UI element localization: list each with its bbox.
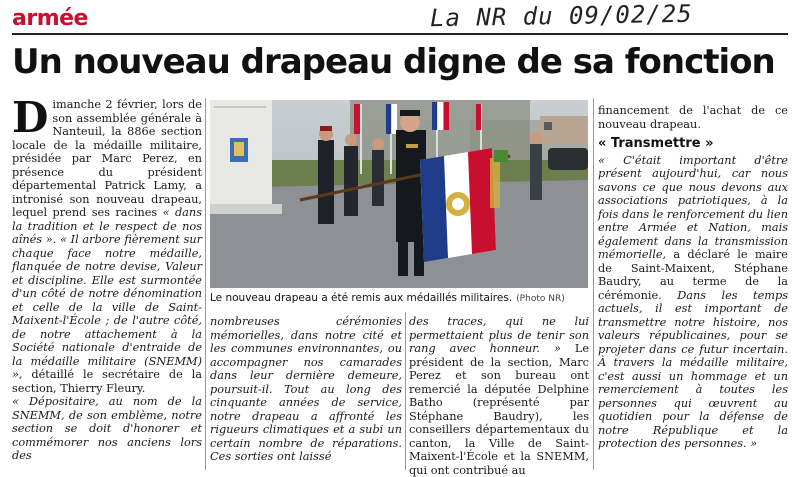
article-column-2 bbox=[210, 315, 402, 464]
quote-text: nombreuses cérémonies mémorielles, dans notre cité et les communes environnantes, ou accompagner nos camarades dans leur dernière demeure, poursuit-il. Tout au long des cinquante années de service, notre drapeau a affronté les rigueurs climatiques et a subi un certain nombre de réparations. Ces sorties ont laissé bbox=[210, 315, 402, 463]
subheading: « Transmettre » bbox=[598, 136, 714, 151]
dropcap: D bbox=[12, 93, 49, 142]
paragraph bbox=[409, 315, 589, 477]
quote-text: Dans les temps actuels, il est important de transmettre notre histoire, nos valeurs républicaines, pour se projeter dans ce futur incertain. À travers la médaille militaire, c'est aussi un hommage et un remerciement à toutes les personnes qui œuvrent au quotidien pour la défense de notre République et la protection des personnes. » bbox=[598, 288, 788, 450]
paragraph-text: détaillé le secrétaire de la section, Thierry Fleury. bbox=[12, 368, 202, 395]
photo-caption bbox=[210, 289, 588, 307]
article-column-1 bbox=[12, 93, 202, 463]
column-divider bbox=[593, 98, 594, 470]
photo-credit: (Photo NR) bbox=[516, 294, 565, 304]
ceremony-photo-illustration bbox=[210, 100, 588, 288]
quote-text: « C'était important d'être présent aujourd'hui, car nous savons ce que nous devons aux associations patriotiques, à la fois dans le renforcement du lien entre Armée et Nation, mais également dans la transmission mémorielle, bbox=[598, 153, 788, 261]
section-label: armée bbox=[12, 6, 88, 31]
paragraph-text: Le président de la section, Marc Perez et son bureau ont remercié la députée Delphine Batho (représenté par Stéphane Baudry), les conseillers départementaux du canton, la Ville de Saint-Maixent-l'École et la SNEMM, qui ont contribué au bbox=[409, 342, 590, 477]
article-photo bbox=[210, 100, 588, 288]
quote-text: des traces, qui ne lui permettaient plus de tenir son rang avec honneur. » bbox=[409, 315, 589, 355]
column-divider bbox=[405, 312, 406, 470]
paragraph bbox=[598, 154, 788, 451]
article-column-4 bbox=[598, 104, 788, 451]
article-column-3 bbox=[409, 315, 589, 477]
paragraph-text: financement de l'achat de ce nouveau drapeau. bbox=[598, 104, 788, 131]
column-divider bbox=[205, 98, 206, 470]
paragraph bbox=[210, 315, 402, 464]
caption-text: Le nouveau drapeau a été remis aux médaillés militaires. bbox=[210, 292, 513, 304]
handwritten-date-note: La NR du 09/02/25 bbox=[429, 0, 693, 33]
headline: Un nouveau drapeau digne de sa fonction bbox=[12, 42, 775, 82]
header-rule bbox=[12, 33, 788, 35]
paragraph-text: imanche 2 février, lors de son assemblée générale à Nanteuil, la 886e section locale de la médaille militaire, présidée par Marc Perez, en présence du président départemental Patrick Lamy, a intronisé son nouveau drapeau, lequel prend ses racines bbox=[12, 98, 202, 219]
quote-text: « Il arbore fièrement sur chaque face notre médaille, flanquée de notre devise, Valeur et discipline. Elle est surmontée d'un côté de notre dénomination et celle de la ville de Saint-Maixent-l'École ; de l'autre côté, de notre attachement à la Société nationale d'entraide de la médaille militaire (SNEMM) », bbox=[12, 233, 202, 381]
paragraph bbox=[12, 93, 202, 395]
paragraph-text: a déclaré le maire de Saint-Maixent, Stéphane Baudry, au terme de la cérémonie. bbox=[598, 248, 788, 302]
quote-text: « dans la tradition et le respect de nos aînés ». bbox=[12, 206, 202, 246]
quote-text: « Dépositaire, au nom de la SNEMM, de son emblème, notre section se doit d'honorer et commémorer nos anciens lors des bbox=[12, 395, 202, 462]
paragraph bbox=[12, 395, 202, 463]
